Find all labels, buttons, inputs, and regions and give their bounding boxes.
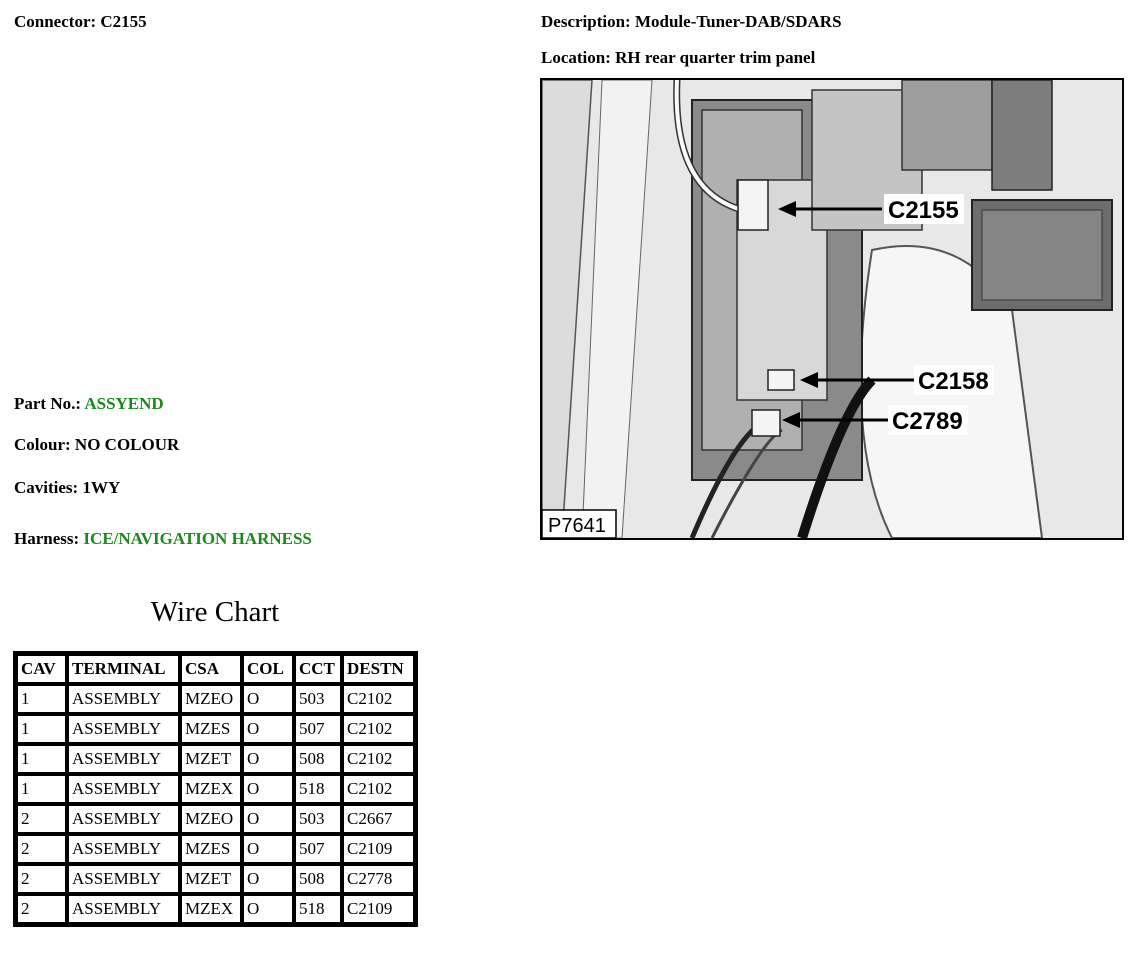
cell-csa: MZES — [180, 834, 242, 864]
cell-cav: 2 — [16, 894, 67, 924]
wire-chart-title: Wire Chart — [150, 596, 280, 628]
cell-cct: 507 — [294, 714, 342, 744]
cell-cav: 1 — [16, 744, 67, 774]
cell-csa: MZET — [180, 744, 242, 774]
cell-csa: MZEO — [180, 684, 242, 714]
cell-col: O — [242, 714, 294, 744]
cell-destn: C2778 — [342, 864, 415, 894]
cell-destn: C2109 — [342, 894, 415, 924]
connector-location-illustration — [540, 78, 1124, 540]
cavities-label: Cavities: — [14, 478, 79, 497]
header-csa: CSA — [180, 654, 242, 684]
colour-value: NO COLOUR — [74, 435, 180, 454]
header-col: COL — [242, 654, 294, 684]
cell-cct: 508 — [294, 744, 342, 774]
connector-value: C2155 — [100, 12, 147, 31]
cell-cct: 503 — [294, 804, 342, 834]
cell-col: O — [242, 774, 294, 804]
location-field — [541, 48, 815, 68]
cell-terminal: ASSEMBLY — [67, 744, 180, 774]
cell-csa: MZEO — [180, 804, 242, 834]
cell-col: O — [242, 834, 294, 864]
connector-label: Connector: — [14, 12, 97, 31]
part-no-label: Part No.: — [14, 394, 82, 413]
harness-field — [14, 529, 312, 549]
table-row — [16, 864, 415, 894]
callout-c2789: C2789 — [892, 408, 963, 435]
location-value: RH rear quarter trim panel — [615, 48, 816, 67]
cell-cct: 518 — [294, 894, 342, 924]
illustration-svg — [542, 80, 1122, 538]
cell-col: O — [242, 684, 294, 714]
cell-cav: 2 — [16, 864, 67, 894]
harness-value: ICE/NAVIGATION HARNESS — [83, 529, 312, 548]
cell-terminal: ASSEMBLY — [67, 714, 180, 744]
table-row — [16, 894, 415, 924]
description-field — [541, 12, 842, 32]
cell-cav: 1 — [16, 774, 67, 804]
colour-field — [14, 435, 179, 455]
header-terminal: TERMINAL — [67, 654, 180, 684]
colour-label: Colour: — [14, 435, 71, 454]
cavities-field — [14, 478, 120, 498]
cell-terminal: ASSEMBLY — [67, 774, 180, 804]
cell-csa: MZES — [180, 714, 242, 744]
harness-label: Harness: — [14, 529, 80, 548]
cell-terminal: ASSEMBLY — [67, 864, 180, 894]
cell-terminal: ASSEMBLY — [67, 684, 180, 714]
connector-field — [14, 12, 147, 32]
callout-c2158: C2158 — [918, 368, 989, 395]
cell-cct: 507 — [294, 834, 342, 864]
cell-cct: 508 — [294, 864, 342, 894]
cell-terminal: ASSEMBLY — [67, 804, 180, 834]
cell-cct: 518 — [294, 774, 342, 804]
header-cav: CAV — [16, 654, 67, 684]
cell-csa: MZEX — [180, 774, 242, 804]
table-row — [16, 834, 415, 864]
image-reference-label: P7641 — [548, 515, 606, 537]
part-no-field — [14, 394, 164, 414]
cell-cct: 503 — [294, 684, 342, 714]
cell-cav: 1 — [16, 684, 67, 714]
table-header-row — [16, 654, 415, 684]
cell-terminal: ASSEMBLY — [67, 894, 180, 924]
cell-destn: C2102 — [342, 714, 415, 744]
cell-csa: MZEX — [180, 894, 242, 924]
description-label: Description: — [541, 12, 631, 31]
cell-col: O — [242, 744, 294, 774]
cell-destn: C2102 — [342, 774, 415, 804]
cell-destn: C2102 — [342, 744, 415, 774]
cell-cav: 2 — [16, 834, 67, 864]
cell-cav: 2 — [16, 804, 67, 834]
table-row — [16, 714, 415, 744]
wire-chart-table — [13, 651, 418, 927]
cell-csa: MZET — [180, 864, 242, 894]
table-row — [16, 744, 415, 774]
header-cct: CCT — [294, 654, 342, 684]
header-destn: DESTN — [342, 654, 415, 684]
cell-destn: C2667 — [342, 804, 415, 834]
cell-col: O — [242, 864, 294, 894]
cell-col: O — [242, 894, 294, 924]
cell-destn: C2102 — [342, 684, 415, 714]
callout-c2155: C2155 — [888, 197, 959, 224]
table-row — [16, 684, 415, 714]
part-no-value: ASSYEND — [84, 394, 164, 413]
cavities-value: 1WY — [82, 478, 121, 497]
cell-cav: 1 — [16, 714, 67, 744]
description-value: Module-Tuner-DAB/SDARS — [634, 12, 842, 31]
table-row — [16, 774, 415, 804]
cell-destn: C2109 — [342, 834, 415, 864]
table-row — [16, 804, 415, 834]
cell-col: O — [242, 804, 294, 834]
cell-terminal: ASSEMBLY — [67, 834, 180, 864]
location-label: Location: — [541, 48, 611, 67]
